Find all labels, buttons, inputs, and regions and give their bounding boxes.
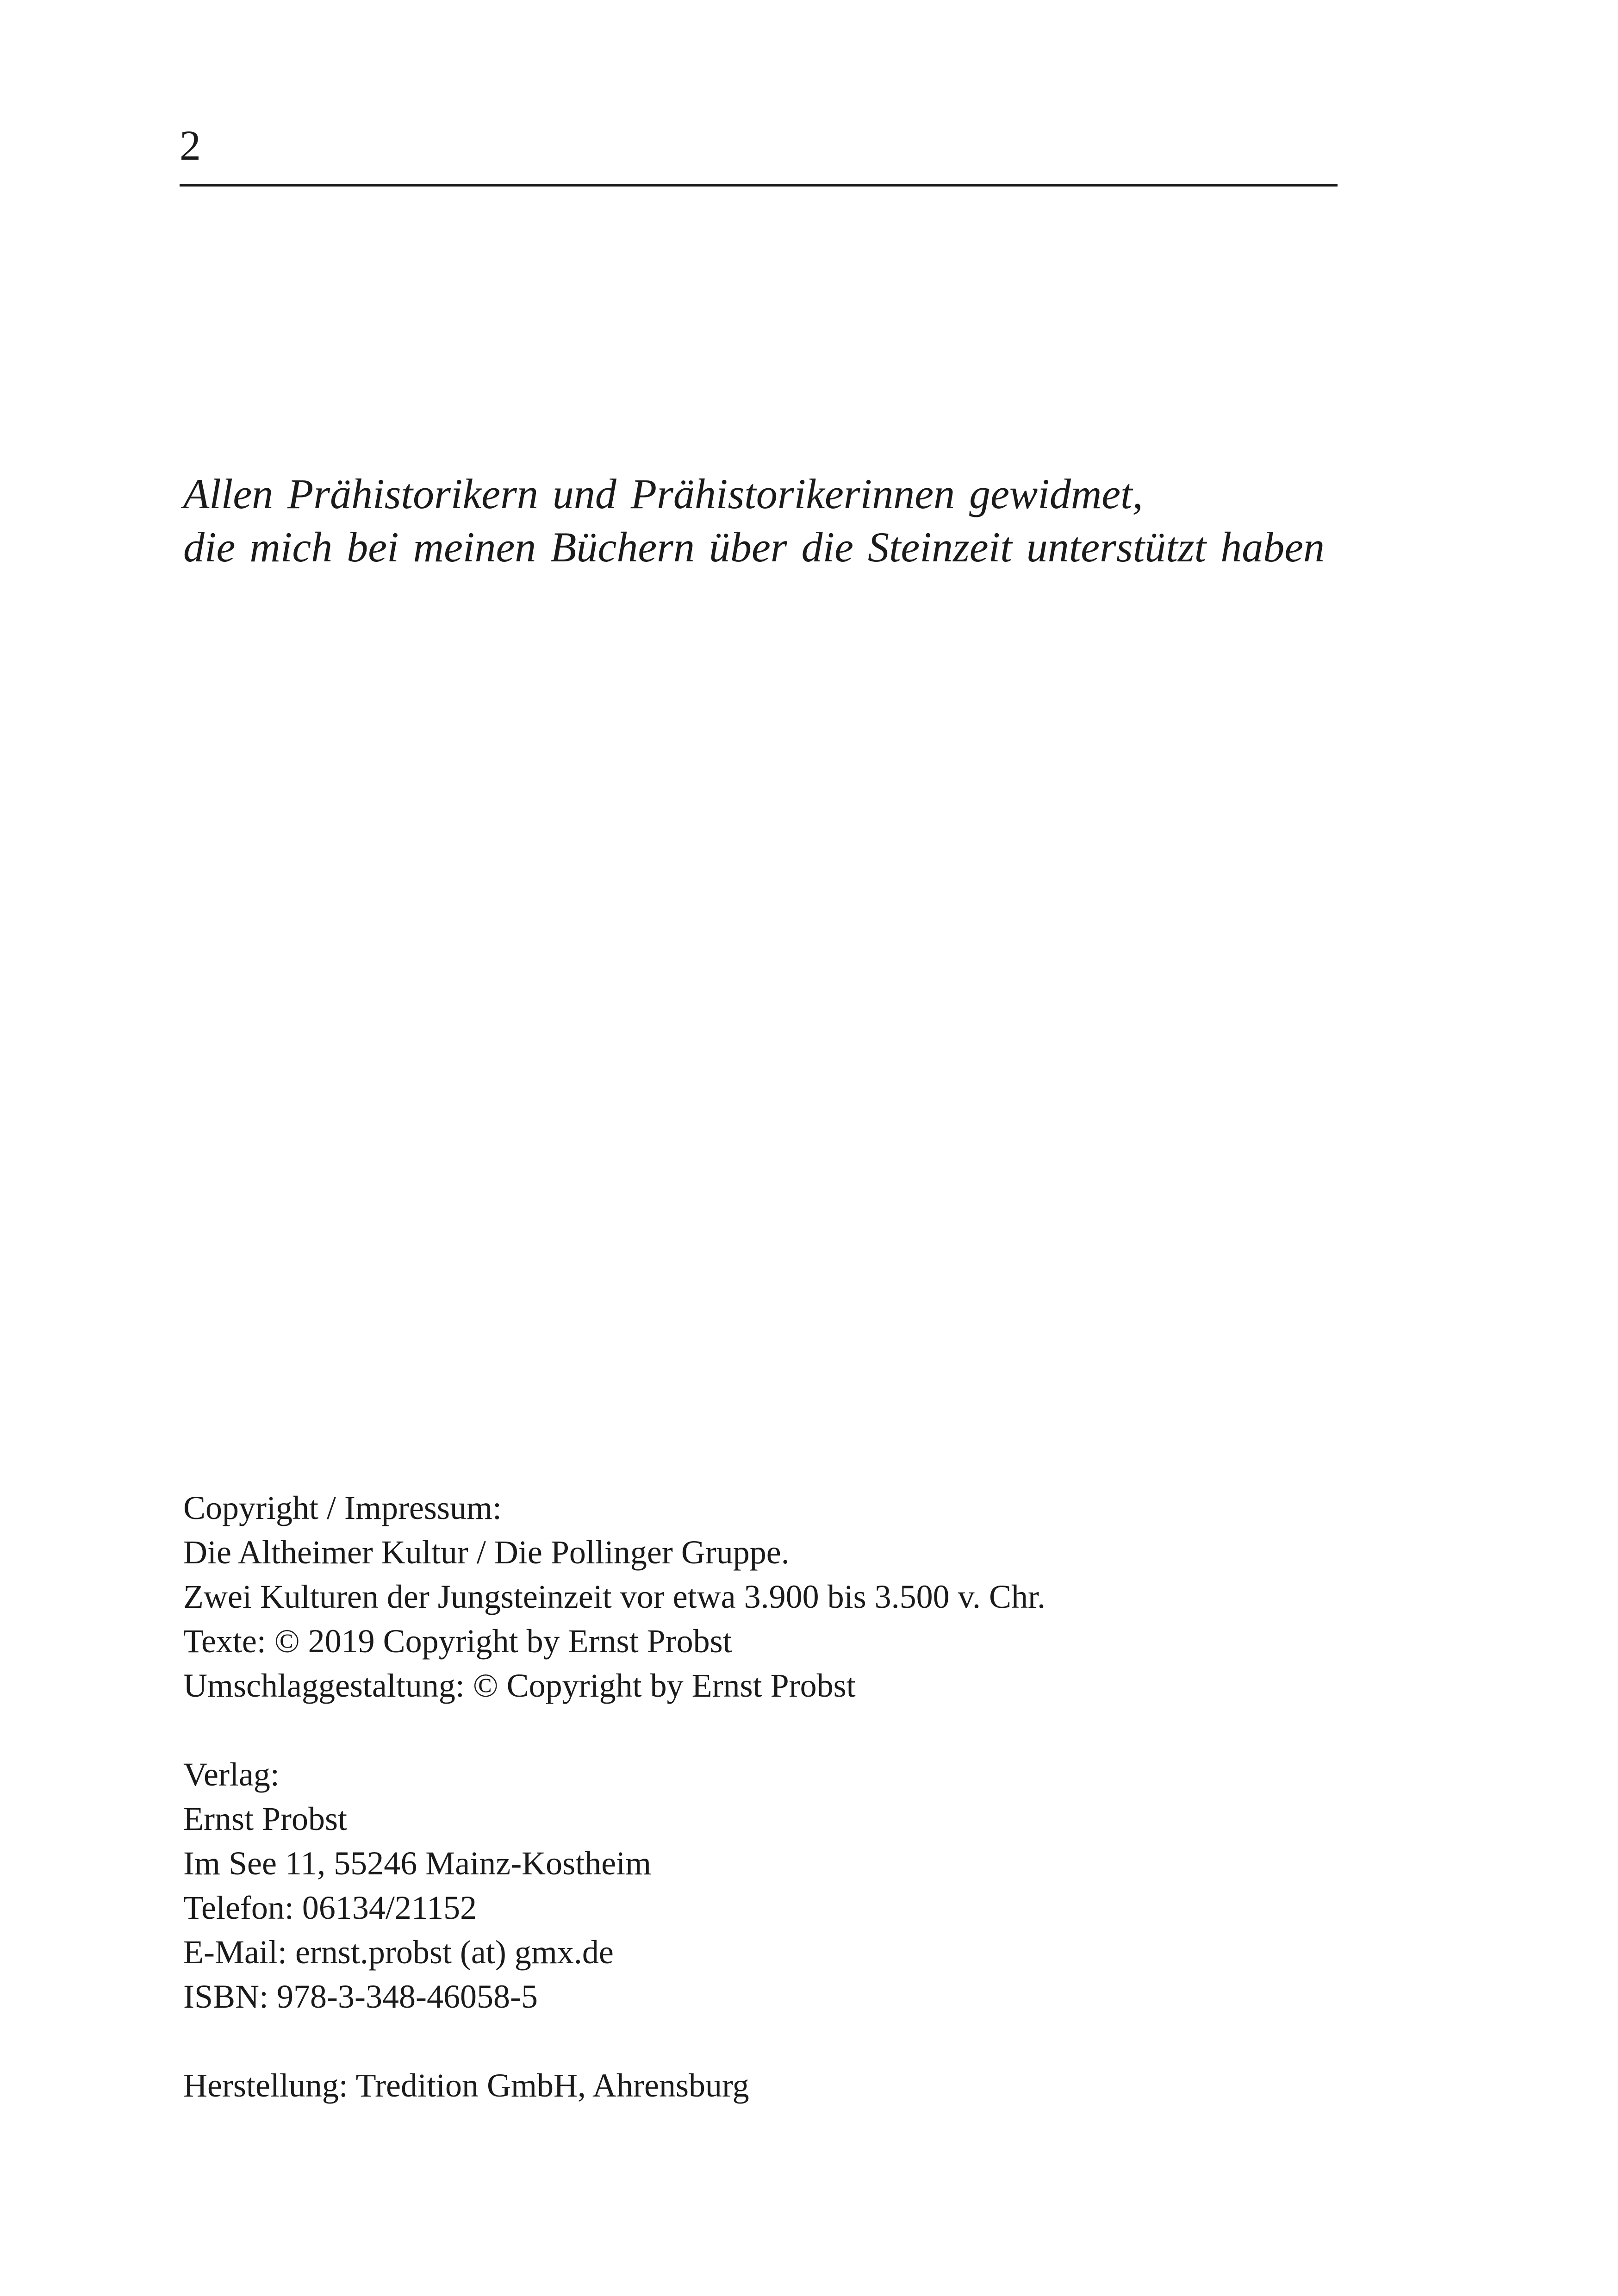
book-subtitle: Zwei Kulturen der Jungsteinzeit vor etwa 3.900 bis 3.500 v. Chr.: [183, 1578, 1045, 1615]
dedication-line: die mich bei meinen Büchern über die Steinzeit unterstützt haben: [183, 523, 1325, 571]
isbn: ISBN: 978-3-348-46058-5: [183, 1978, 538, 2015]
book-title: Die Altheimer Kultur / Die Pollinger Gruppe.: [183, 1534, 790, 1571]
text-copyright: Texte: © 2019 Copyright by Ernst Probst: [183, 1623, 732, 1660]
publisher-email: E-Mail: ernst.probst (at) gmx.de: [183, 1934, 614, 1971]
publisher-heading: Verlag:: [183, 1756, 280, 1793]
dedication-line: Allen Prähistorikern und Prähistorikerinnen gewidmet,: [183, 470, 1143, 517]
copyright-heading: Copyright / Impressum:: [183, 1489, 502, 1526]
copyright-block: [183, 1486, 1045, 1708]
page-number: 2: [180, 122, 201, 169]
production-line: Herstellung: Tredition GmbH, Ahrensburg: [183, 2067, 749, 2104]
publisher-address: Im See 11, 55246 Mainz-Kostheim: [183, 1845, 652, 1882]
dedication: [183, 467, 1325, 574]
imprint: [183, 1486, 1045, 2108]
cover-copyright: Umschlaggestaltung: © Copyright by Ernst Probst: [183, 1667, 856, 1704]
publisher-block: [183, 1752, 1045, 2019]
publisher-name: Ernst Probst: [183, 1800, 348, 1837]
publisher-phone: Telefon: 06134/21152: [183, 1889, 477, 1926]
header-rule: [180, 184, 1338, 187]
production-block: [183, 2063, 1045, 2108]
